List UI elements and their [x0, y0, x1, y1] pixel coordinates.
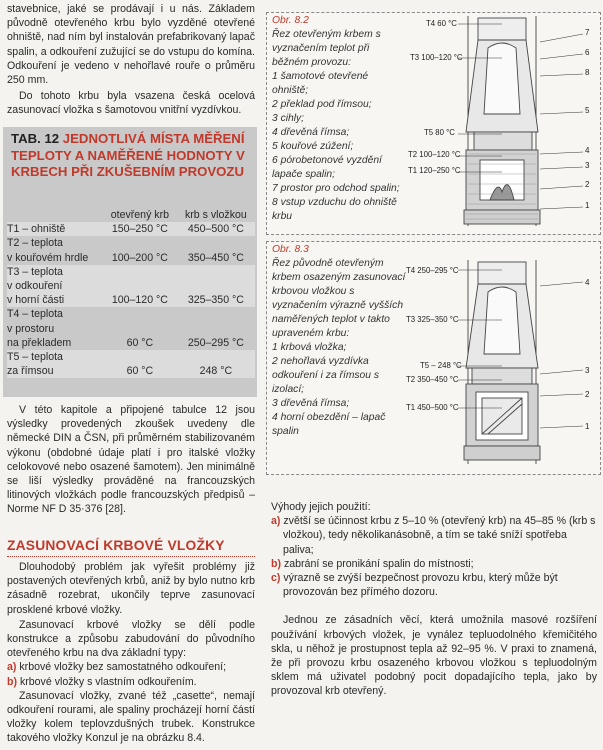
table-row: [7, 265, 255, 308]
legend-item: 1 šamotové otevřené ohniště;: [272, 71, 369, 96]
measurement-point: T5 – teplota za římsou: [7, 351, 63, 378]
insert-value: 250–295 °C: [187, 336, 244, 349]
fig83-callout-2: 2: [585, 390, 590, 399]
legend-item: 4 dřevěná římsa;: [272, 127, 350, 138]
fig82-label-t5: T5 80 °C: [424, 128, 455, 137]
list-key: c): [271, 572, 284, 585]
benefit-item: [271, 571, 597, 599]
benefit-item: [271, 557, 597, 571]
casette-text: Zasunovací vložky, zvané též „casette“, nemají odkouření rourami, ale spaliny procházejí horní částí vložky kolem teplovzdušných trubek. Konstrukce takového vložky Konzul je na obrázku 8.4.: [7, 689, 255, 745]
problem-text: Dlouhodobý problém jak vyřešit problémy již postavených otevřených krbů, aniž by bylo nutno krb zásadně rozebrat, ukončily teprve zasunovací prosklené krbové vložky.: [7, 561, 255, 616]
legend-item: 2 překlad pod římsou;: [272, 99, 372, 110]
fig82-callout-8: 8: [585, 68, 590, 77]
measurement-point: T2 – teplota v kouřovém hrdle: [7, 237, 89, 264]
column-header-open: otevřený krb: [110, 209, 170, 221]
fig82-callout-7: 7: [585, 28, 590, 37]
figure-8-3-title: Řez původně otevřeným krbem osazeným zasunovací krbovou vložkou s vyznačením výrazně vyšších naměřených teplot v takto upraveném krbu:: [272, 258, 406, 339]
open-fireplace-value: 60 °C: [126, 365, 154, 378]
figure-8-3-legend: [272, 341, 406, 439]
table-heading: [11, 131, 251, 181]
legend-item: 7 prostor pro odchod spalin;: [272, 183, 400, 194]
list-text: krbové vložky bez samostatného odkouření;: [19, 661, 227, 674]
open-fireplace-value: 100–200 °C: [111, 251, 168, 264]
legend-item: 1 krbová vložka;: [272, 342, 347, 353]
legend-item: 5 kouřové zúžení;: [272, 141, 354, 152]
figure-8-2-number: Obr. 8.2: [272, 15, 309, 26]
inserts-section: [7, 560, 255, 746]
legend-item: 8 vstup vzduchu do ohniště krbu: [272, 197, 397, 222]
table-row: [7, 350, 255, 378]
insert-value: 248 °C: [199, 365, 233, 378]
legend-item: 3 dřevěná římsa;: [272, 398, 350, 409]
fig82-label-t4: T4 60 °C: [426, 19, 457, 28]
measurement-point: T3 – teplota v odkouření v horní části: [7, 265, 65, 307]
open-fireplace-value: 100–120 °C: [111, 294, 168, 307]
legend-item: 4 horní obezdění – lapač spalin: [272, 412, 386, 437]
fig82-label-t3: T3 100–120 °C: [410, 53, 463, 62]
table-row: [7, 307, 255, 350]
open-fireplace-value: 150–250 °C: [111, 223, 168, 236]
legend-item: 6 pórobetonové vyzdění lapače spalin;: [272, 155, 382, 180]
fig82-label-t2: T2 100–120 °C: [408, 150, 461, 159]
fig83-callout-3: 3: [585, 366, 590, 375]
results-paragraph: [7, 403, 255, 517]
types-list: [7, 660, 255, 688]
results-text: V této kapitole a připojené tabulce 12 jsou výsledky provedených zkoušek uvedeny dle německé DIN a ČSN, při průměrném stabilizovaném výkonu (obdobné údaje platí i pro italské vložky celokovové nebo osazené šamotem). Jen minimálně se liší výsledky prováděné na francouzských litinových vložkách podle francouzských předpisů – Norme NF D 35·376 [28].: [7, 404, 255, 516]
legend-item: 3 cihly;: [272, 113, 305, 124]
list-key: b): [7, 675, 20, 688]
figure-8-3-caption: [272, 243, 406, 439]
fig82-callout-2: 2: [585, 180, 590, 189]
list-text: krbové vložky s vlastním odkouřením.: [19, 675, 197, 688]
section-heading: ZASUNOVACÍ KRBOVÉ VLOŽKY: [7, 538, 225, 553]
type-item: [7, 660, 255, 674]
fig83-callout-4: 4: [585, 278, 590, 287]
column-header-insert: krb s vložkou: [184, 209, 247, 221]
fig82-callout-4: 4: [585, 146, 590, 155]
fig83-label-t4: T4 250–295 °C: [406, 266, 459, 275]
figure-8-2-caption: [272, 14, 406, 224]
fig83-callout-1: 1: [585, 422, 590, 431]
fig83-label-t5: T5 – 248 °C: [420, 361, 462, 370]
figure-8-3-number: Obr. 8.3: [272, 244, 309, 255]
table-number: TAB. 12: [11, 131, 60, 146]
list-text: zabrání se pronikání spalin do místnosti;: [283, 557, 474, 570]
list-key: a): [7, 661, 20, 674]
intro-paragraph: [7, 2, 255, 118]
list-text: výrazně se zvýší bezpečnost provozu krbu, který může být provozován bez přímého dozoru.: [283, 572, 558, 599]
types-intro-text: Zasunovací krbové vložky se dělí podle konstrukce a způsobu zabudování do původního otevřeného krbu na dva základní typy:: [7, 618, 255, 660]
fig82-callout-6: 6: [585, 48, 590, 57]
insert-value: 450–500 °C: [187, 223, 244, 236]
table-row: [7, 236, 255, 264]
list-text: zvětší se účinnost krbu z 5–10 % (otevřený krb) na 45–85 % (krb s vložkou), tedy několikanásobně, a tím se také sníží spotřeba paliva;: [283, 515, 596, 556]
benefits-list: [271, 514, 597, 599]
glass-text: Jednou ze zásadních věcí, která umožnila masové rozšíření používání krbových vložek, je vynález tepluodolného křemičitého skla, u něhož je prostupnost tepla až 92–95 %. V praxi to znamená, že při provozu krbu osazeného krbovou vložkou s tepluodolným sklem má uživatel podobný pocit dopadajícího tepla, jako by provozoval krb otevřený.: [271, 614, 597, 698]
figure-8-2-legend: [272, 70, 406, 224]
fig83-label-t1: T1 450–500 °C: [406, 403, 459, 412]
insert-value: 325–350 °C: [187, 294, 244, 307]
heading-rule: [7, 556, 255, 557]
measurement-point: T4 – teplota v prostoru na překladem: [7, 308, 72, 349]
fig82-callout-1: 1: [585, 201, 590, 210]
measurement-point: T1 – ohniště: [7, 223, 66, 236]
benefits-intro: Výhody jejich použití:: [271, 501, 371, 513]
intro-text: stavebnice, jaké se prodávají i u nás. Základem původně otevřeného krbu bylo vyzděné otevřené ohniště, nad ním byl instalován prefabrikovaný lapač spalin, a odkouření zužující se do vstupu do komína. Odkouření je vedeno v nehořlavé rouře o průměru 250 mm.: [7, 3, 255, 87]
temperature-table: [7, 208, 255, 378]
figure-8-2-title: Řez otevřeným krbem s vyznačením teplot při běžném provozu:: [272, 29, 381, 68]
list-key: a): [271, 515, 284, 528]
open-fireplace-value: 60 °C: [126, 336, 154, 349]
fig82-callout-3: 3: [585, 161, 590, 170]
fig82-callout-5: 5: [585, 106, 590, 115]
list-key: b): [271, 557, 284, 570]
fireplace-section-drawing: [408, 14, 600, 232]
table-row: [7, 222, 255, 236]
table-title: JEDNOTLIVÁ MÍSTA MĚŘENÍ TEPLOTY A NAMĚŘENÉ HODNOTY V KRBECH PŘI ZKUŠEBNÍM PROVOZU: [11, 131, 245, 179]
fig82-label-t1: T1 120–250 °C: [408, 166, 461, 175]
benefit-item: [271, 514, 597, 557]
fig83-label-t2: T2 350–450 °C: [406, 375, 459, 384]
insert-text: Do tohoto krbu byla vsazena česká ocelová zasunovací vložka s šamotovou vnitřní vyzdívkou.: [7, 90, 255, 117]
legend-item: 2 nehořlavá vyzdívka odkouření i za římsou s izolací;: [272, 356, 380, 395]
type-item: [7, 675, 255, 689]
benefits-section: [271, 500, 597, 699]
fig83-label-t3: T3 325–350 °C: [406, 315, 459, 324]
insert-value: 350–450 °C: [187, 251, 244, 264]
